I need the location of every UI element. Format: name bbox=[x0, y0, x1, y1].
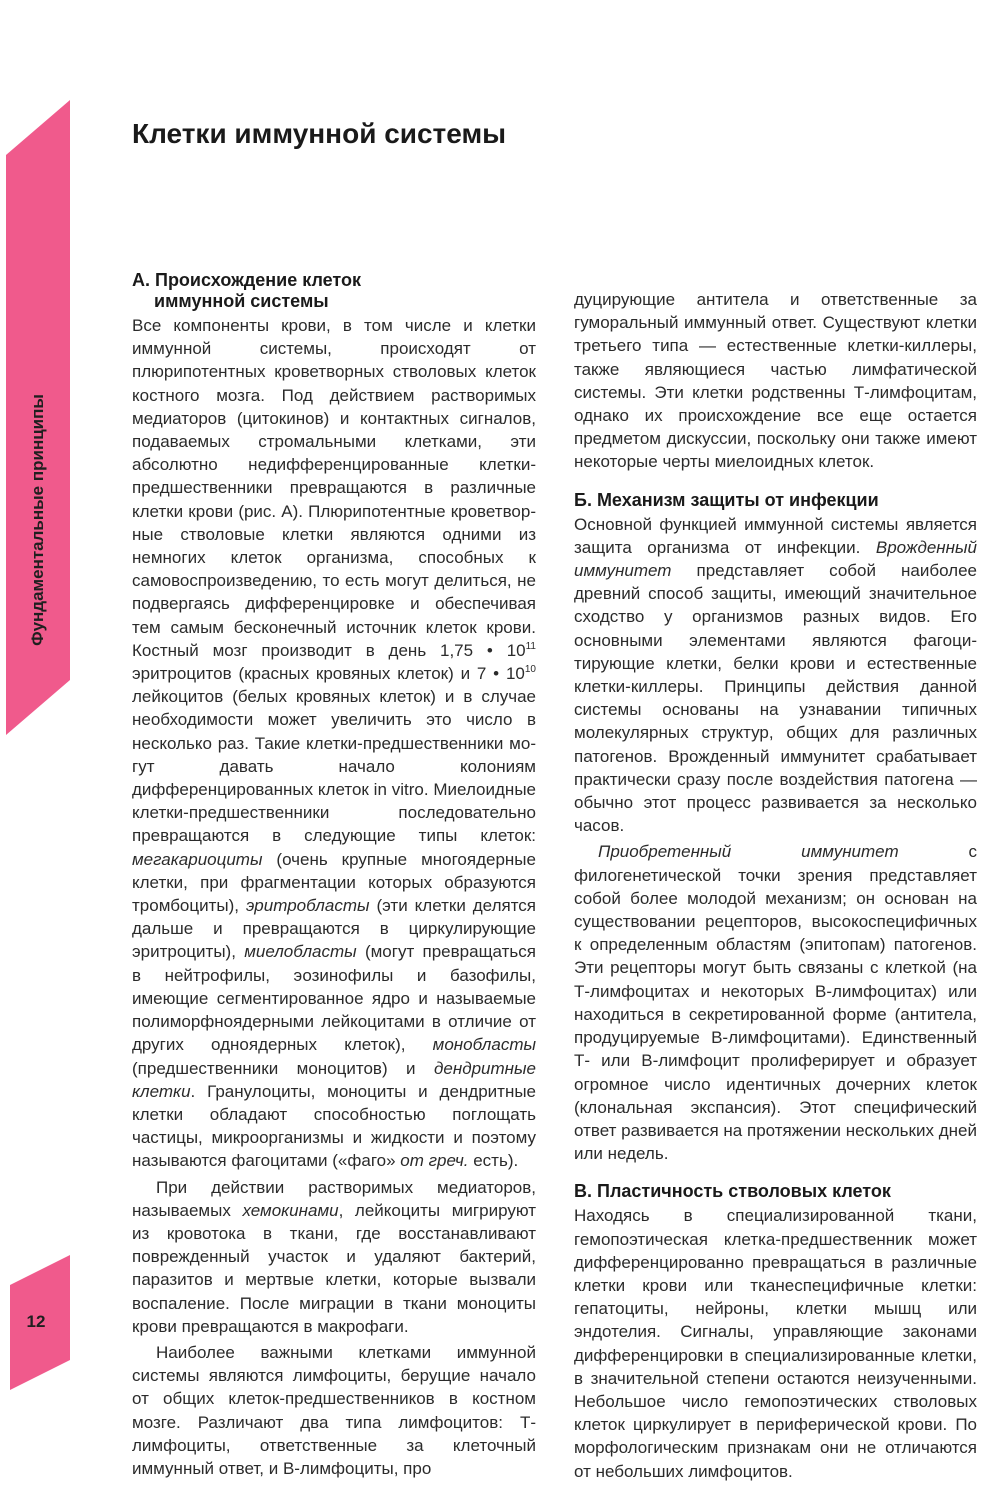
paragraph-plasticity: Находясь в специализированной ткани, гемопоэтическая клетка-предшественник может дифференцированно превращаться в различные клетки крови или тканеспецифичные клетки: гепатоциты, нейроны, клетки мышц или эндотелия. Сигналы, управляющие законами дифференцировки в специализированные клетки, в значительной степени остаются неизученными. Небольшое число гемопоэтических стволовых клеток циркулирует в периферической крови. По морфологическим признакам они не отличаются от небольших лимфоцитов. bbox=[574, 1206, 977, 1481]
paragraph-chemokines bbox=[132, 1176, 536, 1338]
paragraph-innate bbox=[574, 513, 977, 838]
text: . Гранулоциты, моноциты и дендритные клетки обладают способностью поглощать частицы, микроорганизмы и жидкости и поэтому называются фагоцитами («фаго» bbox=[132, 1081, 536, 1171]
exponent: 10 bbox=[524, 664, 536, 676]
accent-band-graphic bbox=[0, 0, 72, 1493]
term: эритробласты bbox=[245, 896, 370, 916]
text: эритроцитов (красных кровяных клеток) и 7 • 10 bbox=[132, 664, 525, 684]
text: Основной функцией иммунной системы является защита организма от инфекции. bbox=[574, 514, 977, 557]
text: Все компоненты крови, в том числе и клетки иммунной системы, происходят от плюрипотентных кроветворных стволовых клеток костного мозга. Под действием растворимых медиаторов (цитокинов) и контактных сигналов, подаваемых стромальными клетками, эти абсолютно недифференцированные клетки-предшественники превращаются в различные клетки крови (рис. А). Плюрипотентные кроветворные стволовые клетки являются одними из немногих клеток организма, способных к самовоспроизведению, то есть могут делиться, не подвергаясь дифференцировке и обеспечивая тем самым бесконечный источник клеток крови. Костный мозг производит в день 1,75 • 10 bbox=[132, 316, 536, 660]
text: представляет собой наиболее древний способ защиты, имеющий значительное сходство у организмов разных видов. Его основными элементами являются фагоцитирующие клетки, белки крови и естественные клетки-киллеры. Принципы действия данной системы основаны на узнавании типичных молекулярных структур, общих для различных патогенов. Врожденный иммунитет срабатывает практически сразу после воздействия патогена — обычно этот процесс развивается за несколько часов. bbox=[574, 561, 977, 836]
term: хемокинами bbox=[242, 1200, 339, 1220]
heading-a bbox=[132, 270, 536, 312]
heading-c: В. Пластичность стволовых клеток bbox=[574, 1181, 891, 1202]
term: Приобретенный иммунитет bbox=[598, 842, 899, 862]
term: дендритные клетки bbox=[132, 1058, 536, 1101]
paragraph-lymphocytes-continued: дуцирующие антитела и ответственные за гуморальный иммунный ответ. Существуют клетки третьего типа — естественные клетки-киллеры, также являющиеся частью лимфатической системы. Эти клетки родственны Т-лимфоцитам, однако их происхождение все еще остается предметом дискуссии, поскольку они также имеют некоторые черты миелоидных клеток. bbox=[574, 290, 977, 472]
page-number: 12 bbox=[26, 1312, 46, 1331]
page-title: Клетки иммунной системы bbox=[132, 118, 507, 149]
term: мегакариоциты bbox=[132, 849, 263, 869]
term: Врожденный иммунитет bbox=[574, 537, 977, 581]
paragraph-origin bbox=[132, 314, 536, 1173]
text: (очень крупные многоядерные клетки, при фрагментации которых образуются тромбоциты), bbox=[132, 849, 536, 916]
text: с филогенетической точки зрения представляет собой более молодой механизм; он основан на существовании рецепторов, высокоспецифичных к определенным областям (эпитопам) патогенов. Эти рецепторы могут быть связаны с клеткой (на Т-лимфоцитах и некоторых В-лимфоцитах) или находиться в секретированной форме (антитела, продуцируемые В-лимфоцитами). Единственный Т- или В-лимфоцит пролиферирует и образует огромное число идентичных дочерних клеток (клональная экспансия). Этот специфический ответ развивается на протяжении нескольких дней или недель. bbox=[574, 842, 977, 1164]
paragraph-lymphocytes: Наиболее важными клетками иммунной системы являются лимфоциты, берущие начало от общих клеток-предшественников в костном мозге. Различают два типа лимфоцитов: Т-лимфоциты, ответственные за клеточный иммунный ответ, и В-лимфоциты, про bbox=[132, 1342, 536, 1478]
heading-a-line2: иммунной системы bbox=[154, 291, 329, 311]
left-column bbox=[132, 270, 536, 1480]
section-label: Фундаментальные принципы bbox=[28, 394, 47, 646]
term: монобласты bbox=[432, 1035, 536, 1055]
text: (предшественники моноцитов) и bbox=[132, 1058, 434, 1078]
term: от греч. bbox=[400, 1151, 469, 1171]
text: , лейкоциты мигрируют из кровотока в ткани, где восстанавливают поврежденный участок и удаляют бактерий, паразитов и мертвые клетки, которые вызвали воспаление. После миграции в ткани моноциты крови превращаются в макрофаги. bbox=[132, 1200, 537, 1336]
text: При действии растворимых медиаторов, называемых bbox=[132, 1177, 536, 1220]
text: (эти клетки делятся дальше и превращаются в циркулирующие эритроциты), bbox=[132, 896, 536, 962]
paragraph-acquired bbox=[574, 840, 977, 1165]
text: (могут превращаться в нейтрофилы, эозинофилы и базофилы, имеющие сегментированное ядро и называемые полиморфноядерными лейкоцитами в отличие от других одноядерных клеток), bbox=[132, 942, 536, 1055]
side-band bbox=[0, 0, 72, 1493]
exponent: 11 bbox=[525, 640, 536, 652]
term: миелобласты bbox=[244, 942, 357, 962]
text: есть). bbox=[468, 1151, 519, 1171]
heading-a-line1: А. Происхождение клеток bbox=[132, 270, 362, 290]
text: лейкоцитов (белых кровяных клеток) и в случае необходимости может увеличить это число в несколько раз. Такие клетки-предшественники могут давать начало колониям дифференцированных клеток in vitro. Миелоидные клетки-предшественники последовательно превращаются в следующие типы клеток: bbox=[132, 687, 536, 846]
heading-b: Б. Механизм защиты от инфекции bbox=[574, 489, 879, 510]
right-column bbox=[574, 288, 977, 1483]
